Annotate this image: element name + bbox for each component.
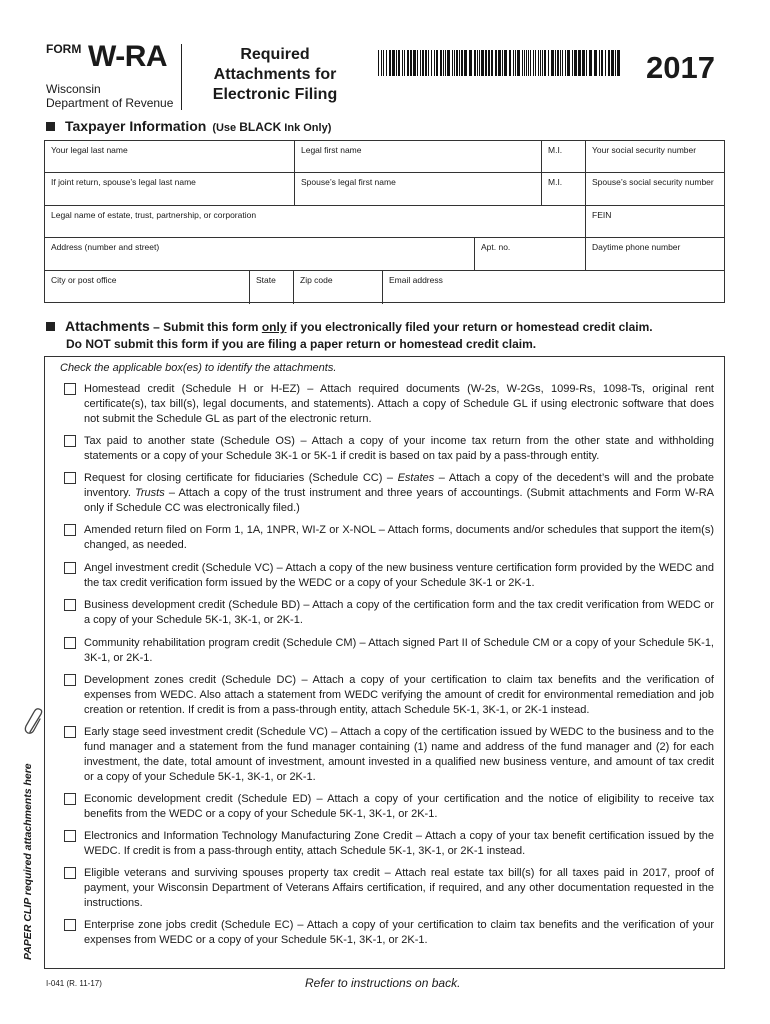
fiduciary-part-1: Request for closing certificate for fiduciaries (Schedule CC) –	[84, 472, 398, 484]
taxpayer-row-4	[45, 238, 724, 271]
veterans-checkbox[interactable]	[64, 867, 76, 879]
apt-field[interactable]: Apt. no.	[475, 238, 586, 270]
attachment-item-amended	[64, 523, 714, 553]
homestead-checkbox[interactable]	[64, 383, 76, 395]
taxpayer-row-2	[45, 173, 724, 206]
ink-note	[212, 122, 331, 134]
fein-field[interactable]: FEIN	[592, 210, 612, 220]
agency-state: Wisconsin	[46, 82, 101, 96]
attachments-heading-line-1	[46, 318, 736, 336]
form-revision-code: I-041 (R. 11-17)	[46, 979, 102, 988]
ink-note-black: BLACK	[239, 120, 282, 134]
instructions-reference: Refer to instructions on back.	[305, 976, 461, 990]
attachments-section-heading	[46, 318, 736, 353]
attachments-line-2: Do NOT submit this form if you are filing a paper return or homestead credit claim.	[66, 337, 537, 351]
attachment-item-other-state	[64, 434, 714, 464]
last-name-field[interactable]: Your legal last name	[45, 141, 295, 172]
spouse-ssn-field[interactable]: Spouse’s social security number	[592, 177, 714, 187]
paperclip-icon	[24, 706, 46, 738]
attachment-item-business-development	[64, 598, 714, 628]
economic-development-text: Economic development credit (Schedule ED) – Attach a copy of your certification and the notice of eligibility to receive tax benefits from the WEDC or a copy of your Schedule 5K-1, 3K-1, or 2K-1.	[84, 793, 714, 820]
city-field[interactable]: City or post office	[45, 271, 250, 304]
angel-text: Angel investment credit (Schedule VC) – Attach a copy of the new business venture certification form provided by the WEDC and the tax credit verification form issued by the WEDC or a copy of your Schedule 3K-1 or 2K-1.	[84, 562, 714, 589]
enterprise-zone-checkbox[interactable]	[64, 919, 76, 931]
business-development-checkbox[interactable]	[64, 599, 76, 611]
form-code: W-RA	[88, 40, 168, 73]
zip-field[interactable]: Zip code	[294, 271, 383, 304]
veterans-text: Eligible veterans and surviving spouses property tax credit – Attach real estate tax bill(s) for all taxes paid in 2017, proof of payment, your Wisconsin Department of Veterans Affairs certification, if required, and any other documentation requested in the instructions.	[84, 867, 714, 909]
angel-checkbox[interactable]	[64, 562, 76, 574]
other-state-checkbox[interactable]	[64, 435, 76, 447]
barcode-icon	[378, 50, 620, 76]
header-divider	[181, 44, 182, 110]
first-name-field[interactable]: Legal first name	[295, 141, 542, 172]
address-field[interactable]: Address (number and street)	[45, 238, 475, 270]
fiduciary-part-3: – Attach a copy of the trust instrument and three years of accountings. (Submit attachments and Form W-RA only if Schedule CC was electronically filed.)	[84, 487, 714, 514]
spouse-middle-initial-field[interactable]: M.I.	[542, 173, 586, 205]
attachments-line1-a: – Submit this form	[153, 320, 259, 334]
taxpayer-row-3	[45, 206, 724, 238]
electronics-zone-checkbox[interactable]	[64, 830, 76, 842]
electronics-zone-text: Electronics and Information Technology Manufacturing Zone Credit – Attach a copy of your tax benefit certification issued by the WEDC. If credit is from a pass-through entity, attach Schedule 5K-1, 3K-1, or 2K-1 instead.	[84, 830, 714, 857]
spouse-last-name-field[interactable]: If joint return, spouse’s legal last name	[45, 173, 295, 205]
ink-note-suffix: Ink Only)	[284, 122, 332, 134]
ink-note-prefix: (Use	[212, 122, 237, 134]
taxpayer-row-1	[45, 141, 724, 173]
economic-development-checkbox[interactable]	[64, 793, 76, 805]
fiduciary-estates: Estates	[397, 472, 435, 484]
fiduciary-trusts: Trusts	[134, 487, 165, 499]
attachments-line1-b: if you electronically filed your return or homestead credit claim.	[289, 320, 653, 334]
seed-investment-text: Early stage seed investment credit (Schedule VC) – Attach a copy of the certification issued by WEDC to the business and to the fund manager and a statement from the fund manager containing (1) name and address of the fund manager and (2) for each investment, the date, total amount of investment, amount invested in a qualified new business venture, and amount of tax credit or a copy of your Schedule 5K-1, 3K-1, or 2K-1.	[84, 726, 714, 783]
email-field[interactable]: Email address	[389, 275, 443, 285]
attachment-item-community	[64, 636, 714, 666]
attachment-item-homestead	[64, 382, 714, 427]
title-line-2: Attachments for	[213, 66, 337, 83]
form-title	[200, 45, 350, 105]
phone-field[interactable]: Daytime phone number	[592, 242, 681, 252]
seed-investment-checkbox[interactable]	[64, 726, 76, 738]
ssn-field[interactable]: Your social security number	[592, 145, 697, 155]
homestead-text: Homestead credit (Schedule H or H-EZ) – Attach required documents (W-2s, W-2Gs, 1099-Rs, 1098-Ts, original rent certificate(s), tax bill(s), legal documents, and statements). Attach a copy of Schedule GL if using electronic software that does not submit the Schedule GL as part of the electronic return.	[84, 383, 714, 425]
attachment-item-development-zones	[64, 673, 714, 718]
state-field[interactable]: State	[250, 271, 294, 304]
attachment-item-economic-development	[64, 792, 714, 822]
amended-text: Amended return filed on Form 1, 1A, 1NPR, WI-Z or X-NOL – Attach forms, documents and/or schedules that support the item(s) changed, as needed.	[84, 524, 714, 551]
taxpayer-row-5	[45, 271, 724, 304]
spouse-first-name-field[interactable]: Spouse’s legal first name	[295, 173, 542, 205]
title-line-3: Electronic Filing	[212, 86, 338, 103]
community-checkbox[interactable]	[64, 637, 76, 649]
entity-name-field[interactable]: Legal name of estate, trust, partnership, or corporation	[45, 206, 586, 237]
paper-clip-instruction: PAPER CLIP required attachments here	[22, 763, 34, 960]
attachments-heading: Attachments	[65, 318, 150, 334]
middle-initial-field[interactable]: M.I.	[542, 141, 586, 172]
development-zones-text: Development zones credit (Schedule DC) – Attach a copy of your certification to claim tax benefits and the verification of expenses from WEDC. Also attach a statement from WEDC verifying the amount of credit for environmental remediation and job creation or retention. If credit is from a pass-through entity, attach Schedule 5K-1, 3K-1, or 2K-1 instead.	[84, 674, 714, 716]
form-label: FORM	[46, 42, 82, 56]
attachment-item-veterans	[64, 866, 714, 911]
business-development-text: Business development credit (Schedule BD) – Attach a copy of the certification form and the tax credit verification from WEDC or a copy of your Schedule 5K-1, 3K-1, or 2K-1.	[84, 599, 714, 626]
taxpayer-section-heading	[46, 118, 331, 134]
attachment-item-enterprise-zone	[64, 918, 714, 948]
fiduciary-checkbox[interactable]	[64, 472, 76, 484]
taxpayer-heading: Taxpayer Information	[65, 118, 207, 134]
check-instructions: Check the applicable box(es) to identify the attachments.	[60, 362, 337, 374]
title-line-1: Required	[240, 46, 310, 63]
section-bullet-icon	[46, 122, 55, 131]
attachment-item-seed-investment	[64, 725, 714, 785]
community-text: Community rehabilitation program credit (Schedule CM) – Attach signed Part II of Schedule CM or a copy of your Schedule 5K-1, 3K-1, or 2K-1.	[84, 637, 714, 664]
other-state-text: Tax paid to another state (Schedule OS) – Attach a copy of your income tax return from the other state and withholding statements or a copy of your Schedule 3K-1 or 5K-1 if credit is based on tax paid by a pass-through entity.	[84, 435, 714, 462]
attachments-only: only	[261, 320, 287, 334]
amended-checkbox[interactable]	[64, 524, 76, 536]
attachment-item-fiduciary	[64, 471, 714, 516]
development-zones-checkbox[interactable]	[64, 674, 76, 686]
fiduciary-text	[84, 471, 714, 516]
tax-year: 2017	[646, 50, 715, 85]
enterprise-zone-text: Enterprise zone jobs credit (Schedule EC) – Attach a copy of your certification to claim tax benefits and the verification of your expenses from WEDC or a copy of your Schedule 5K-1, 3K-1, or 2K-1.	[84, 919, 714, 946]
fiduciary-part-2: – Attach a copy of the decedent’s will and the probate inventory.	[84, 472, 714, 499]
attachment-item-angel	[64, 561, 714, 591]
section-bullet-icon	[46, 322, 55, 331]
agency-department: Department of Revenue	[46, 96, 174, 110]
taxpayer-info-table	[44, 140, 725, 303]
attachment-item-electronics-zone	[64, 829, 714, 859]
